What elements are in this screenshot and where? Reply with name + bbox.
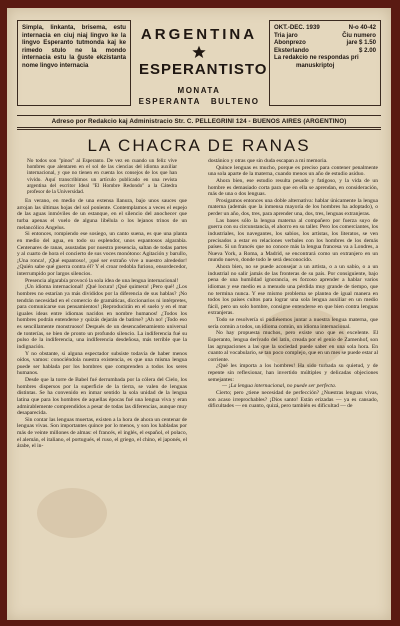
masthead-info-box [269, 20, 381, 106]
divider [17, 129, 381, 130]
article-intro: No todos son "pinos" al Esperanto. De vez en cuando un feliz vive hombres que alentaren en el sol de las ciencias del idioma auxiliar internacional, y que no tienen en cuenta los consejos de los que han vivido. Aquí transcribimos un artículo publicado en una revista argentina del escritor Ideal "El Hombre Redondo" a la Cátedra profesor de la Universidad. [27, 158, 177, 196]
article-title: LA CHACRA DE RANAS [87, 136, 311, 155]
subtitle-monata: MONATA [177, 86, 221, 95]
article-column-left [17, 158, 187, 450]
divider [17, 127, 381, 128]
paragraph: Prosigamos entonces una doble alternativa: hablar únicamente la lengua materna (además que la inmensa mayoría de los hombres ha adoptado), o perder un año, dos, tres, para aprender una, dos, tres, lenguas extranjeras. [208, 197, 378, 217]
abroad-label: Eksterlando [274, 46, 309, 54]
quoted-line: — ¡La lengua internacional, no puede ser perfecta. [222, 383, 337, 390]
green-star-icon [192, 45, 206, 59]
paragraph: Desde que la torre de Babel fué derrumbada por la cólera del Cielo, los hombres dispersos por la superficie de la tierra, se valen de lenguas distintas. Se ha convenido en inmar sentido la sola unidad de la lengua latina que para los hombres de aquellas épocas fué una lengua viva y eran admirablemente comprendidos a pesar de todas las diferencias, aunque muy desaparecida. [17, 377, 187, 417]
paragraph: Ahora bien, ese estudio resulta pesado y fatigoso, y la vida de un hombre es demasiado corta para que en ella se aprendan, en consideración, más de una o dos lenguas. [208, 177, 378, 198]
issue-number: N-o 40-42 [348, 24, 376, 31]
paper-stain [37, 488, 107, 538]
masthead-motto-box: Simpla, linkanta, brisema, estu internacia en ciuj niaj lingvo ke la lingvo Esperanto tutmonda kaj ke rimedo stulo ne la mondo internacia estu la ĝuste ekzistanta nome lingvo internacia [17, 20, 131, 106]
paragraph: Sin contar las lenguas muertas, existen a la hora de ahora un centenar de lenguas vivas. Son importantes quince por lo menos, y son los habladas por más de veinte millones de almas: el francés, el inglés, el español, el polaco, el alemán, el italiano, el portugués, el ruso, el griego, el chino, el japonés, el árabe, el in- [17, 416, 187, 450]
info-row [274, 32, 376, 40]
paragraph: Cierto; pero ¿tiene necesidad de perfección? ¿Nuestras lenguas vivas, son acaso irreprochables? ¡Dios santo! Están erizadas — ya es cansado, dificultades — en cuanto, quizá, pero también es dificultad — de [208, 389, 378, 410]
paragraph: Si entonces, rompiendo ese sosiego, un canto suena, es que una planta en medio del agua, en todo su esplendor, unos espantosos algarabía. Centenares de ranas, asustadas por nuestra presencia, saltan de todas partes y al cuarto de hora el concierto de sus voces monótono: Agitación y barullo, ¡Una ronca!, ¡Qué espantoso!, ¡qué ser extraño vive a nuestro alrededor! ¿Quién sabe qué guerra contra él? Y el croar redobla furioso, ensordecedor, interrumpido por largos silencios. [17, 231, 187, 278]
subscription-price: jare $ 1.50 [346, 39, 376, 47]
info-row: La redakcio ne respondas pri [274, 54, 359, 62]
masthead-title-block [138, 20, 268, 106]
paragraph: Todo se resolvería si pudiésemos juntar a nuestra lengua materna, que sería común a todos, un idioma común, un idioma internacional. [208, 317, 378, 330]
paragraph: Presencia algarabía provocó la sola idea de una lengua internacional! [25, 277, 179, 284]
article-column-right [208, 158, 378, 410]
document-page [7, 8, 391, 620]
info-row [274, 47, 376, 55]
paragraph: Y no obstante, si alguna espectador subsiste todavía de haber menos oídos, vamos: conociéndola nuestra existencia, es que una misma lengua puede ser hablada por los hombres que comprenden a todos los seres humanos. [17, 350, 187, 377]
paragraph: Quince lenguas es mucho, porque es preciso para contener penalmente una sola aparte de la materna, cuando menos un año de estudio asiduo. [208, 164, 378, 178]
paragraph: Las bases sólo la lengua materna al compañero por fuerza suyo de guerra con su circunstancia, el ahorro en su taller. Pero los comerciantes, los industriales, los navegantes, los sabios, los artistas, los literatos, se ven precisados a estar en relaciones verbales con los hombres de los demás países. Si un francés que no conoce más la lengua francesa va a Londres, a Nueva York, a Roma, a Madrid, se encontrará como un extranjero en un mundo nuevo, donde todo le será desconocido. [208, 217, 378, 264]
paragraph: No hay propuesta muchos, pero existe uno que es excelente. El Esperanto, lengua derivado del latín, creada por el genio de Zamenhof, son las agrupaciones a las que la sociedad puede saber en una sola hora. En cuanto al vocabulario, se tan poco complejo, que en un mes se puede estar al corriente. [208, 330, 378, 363]
info-row: manuskriptoj [296, 61, 335, 69]
paragraph: En verano, en medio de una extensa llanura, bajo unos sauces que arrojan las últimas hojas del sol poniente. Contemplamos a veces el espejo de las aguas inmóviles de un estanque, en el silencio del anochecer que turba apenas el vuelo de alguna libélula o los lejanos trinos de un melancólico Angelus. [17, 198, 187, 231]
editorial-address: Adreso por Redakcio kaj Administracio Str. C. PELLEGRINI 124 - BUENOS AIRES (ARGENTINO) [51, 118, 347, 125]
paragraph: Ahora bien, no se puede aconsejar a un artista, o a un sabio, o a un industrial no salir jamás de las fronteras de su país. Por consiguiente, bajo pena de una humildad ignorancia, es forzoso aprender a hablar varios idiomas y ese medio es a menudo una pérdida muy grande de tiempo, que no termina nunca. Y ese mismo problema se plantea de igual manera en todos los países cultos para lograr una sola lengua auxiliar en un medio fácil, pero un solo hombre, consigne entenderse en que bien contra lenguas extranjeras. [208, 264, 378, 317]
issue-date: OKT.-DEC. 1939 [274, 24, 320, 31]
paragraph: ¡Un idioma internacional! ¡Qué locura! ¡Qué quimera! ¡Pero qué! ¿Los hombres no estarían ya más divididos por la diferencia de sus hablas? ¡No tendrán necesidad en el comercio de gramáticas, diccionarios ni intérpretes, para comunicarse sus pensamientos! ¡Reproducirán en el suelo y en el mar iguales ideas entre idiomas nacidos en nombre humanos! ¿Todos los hombres podrán entenderse y quizás dejarán de batirse? ¡Ah no! ¡Todo eso es sencillamente monstruoso! Después de un desencadenamiento universal de tonterías, se bien de pronto un profundo silencio. La indiferencia fué su pulso de la indiferencia, una indiferencia desdeñosa, más terrible que la indignación. [17, 284, 187, 350]
subscription-label: Abonprezo [274, 39, 306, 47]
title-esperantisto-text: ESPERANTISTO [139, 61, 268, 78]
title-argentina: ARGENTINA [140, 26, 258, 43]
subtitle-esperanta: ESPERANTA [138, 97, 201, 106]
title-esperantisto [139, 43, 268, 78]
paragraph: dostánico y otras que sin duda escapan a mi memoria. [208, 158, 328, 164]
paragraph: ¿Qué les importa a los hombres! Ha sido turbada su quietud, y de repente sin reflexionar, han invertido múltiples y delicadas objeciones semejantes: [208, 363, 378, 383]
abroad-price: $ 2.00 [359, 46, 376, 54]
masthead [17, 20, 381, 112]
divider [17, 115, 381, 116]
single-issue-label: Ĉiu numero [342, 31, 376, 39]
info-row [274, 24, 376, 32]
subtitle-bulteno-word: BULTENO [210, 97, 260, 106]
info-row [274, 39, 376, 47]
volume-year: Tria jaro [274, 31, 298, 39]
subtitle-bulteno [139, 97, 259, 106]
